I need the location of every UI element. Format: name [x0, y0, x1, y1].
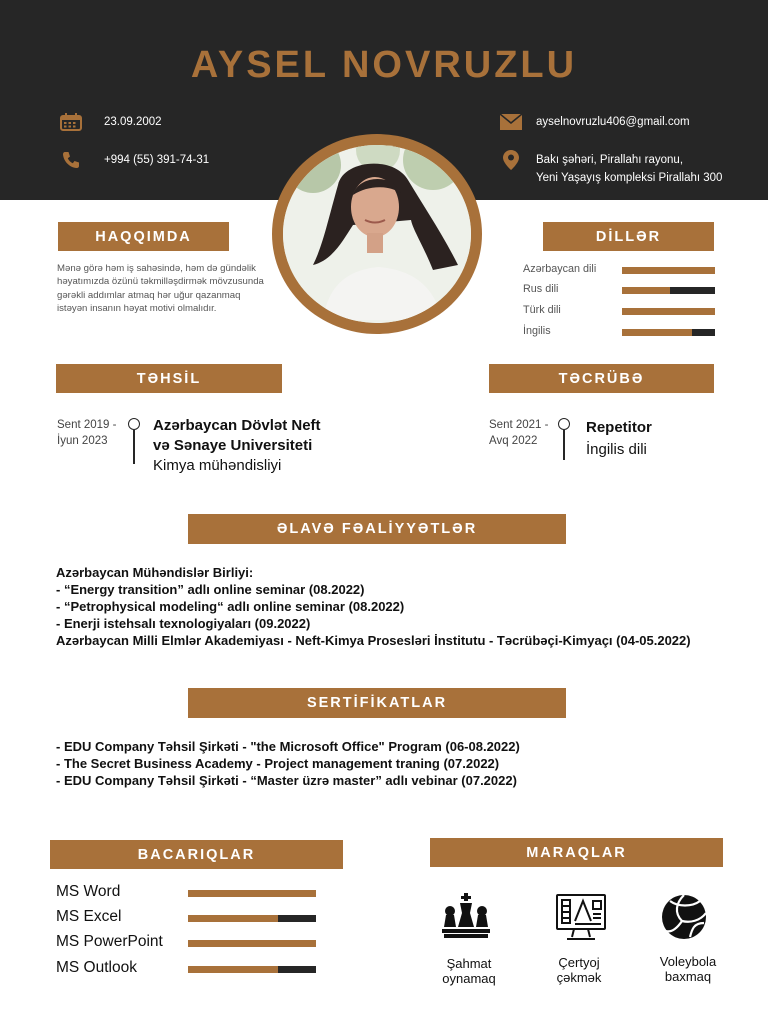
certificate-line: - EDU Company Təhsil Şirkəti - "the Microsoft Office" Program (06-08.2022)	[56, 739, 520, 754]
language-label: İngilis	[523, 325, 551, 337]
certificate-line: - The Secret Business Academy - Project management traning (07.2022)	[56, 756, 500, 771]
education-field: Kimya mühəndisliyi	[153, 457, 282, 474]
skill-level-bar	[188, 915, 316, 922]
skill-level-fill	[188, 890, 316, 897]
school-line-1: Azərbaycan Dövlət Neft	[153, 417, 321, 434]
hobby-line-1: Voleybola	[659, 954, 717, 969]
drafting-monitor-icon	[555, 893, 607, 948]
chess-pieces-icon	[441, 893, 491, 944]
skill-level-fill	[188, 915, 278, 922]
experience-heading: TƏCRÜBƏ	[489, 364, 714, 393]
education-date-end: İyun 2023	[57, 435, 108, 447]
experience-date-end: Avq 2022	[489, 435, 538, 447]
language-label: Azərbaycan dili	[523, 263, 597, 275]
email	[500, 113, 690, 131]
timeline-dot	[128, 418, 140, 430]
activity-line: - “Energy transition” adlı online seminar (08.2022)	[56, 582, 365, 597]
activities-list	[56, 564, 756, 649]
hobby-line-2: çəkmək	[556, 970, 602, 985]
hobbies-heading: MARAQLAR	[430, 838, 723, 867]
address-line-1: Bakı şəhəri, Pirallahı rayonu,	[536, 154, 684, 166]
certificates-heading: SERTİFİKATLAR	[188, 688, 566, 718]
education-date-start: Sent 2019 -	[57, 419, 117, 431]
email-text: ayselnovruzlu406@gmail.com	[536, 116, 690, 128]
timeline-line	[563, 430, 565, 460]
language-item	[523, 304, 715, 318]
language-item	[523, 325, 715, 339]
phone	[60, 151, 209, 169]
skill-level-fill	[188, 966, 278, 973]
certificate-line: - EDU Company Təhsil Şirkəti - “Master üzrə master” adlı vebinar (07.2022)	[56, 773, 517, 788]
language-level-bar	[622, 308, 715, 315]
hobby-volleyball	[636, 954, 740, 984]
school-line-2: və Sənaye Universiteti	[153, 437, 313, 454]
skill-level-bar	[188, 890, 316, 897]
phone-text: +994 (55) 391-74-31	[104, 154, 210, 166]
language-level-bar	[622, 287, 715, 294]
phone-icon	[60, 151, 82, 169]
skills-heading: BACARIQLAR	[50, 840, 343, 869]
experience-subject: İngilis dili	[586, 441, 647, 458]
skill-label: MS Excel	[56, 908, 122, 925]
hobby-drawing	[528, 955, 630, 985]
language-level-fill	[622, 267, 715, 274]
hobby-line-2: oynamaq	[442, 971, 496, 986]
activities-heading: ƏLAVƏ FƏALİYYƏTLƏR	[188, 514, 566, 544]
about-heading: HAQQIMDA	[58, 222, 229, 251]
languages-heading: DİLLƏR	[543, 222, 714, 251]
hobby-line-1: Şahmat	[446, 956, 492, 971]
hobby-line-1: Çertyoj	[558, 955, 600, 970]
address-line-2: Yeni Yaşayış kompleksi Pirallahı 300	[536, 172, 723, 184]
activity-line: Azərbaycan Mühəndislər Birliyi:	[56, 565, 254, 580]
hobby-line-2: baxmaq	[664, 969, 712, 984]
calendar-icon	[60, 113, 82, 131]
language-label: Rus dili	[523, 283, 559, 295]
activity-line: Azərbaycan Milli Elmlər Akademiyası - Neft-Kimya Prosesləri İnstitutu - Təcrübəçi-Kimyaçı (04-05.2022)	[56, 633, 691, 648]
address	[500, 151, 722, 187]
hobby-chess	[418, 956, 520, 986]
experience-dates	[489, 417, 548, 449]
birth-date-text: 23.09.2002	[104, 116, 162, 128]
language-item	[523, 263, 715, 277]
about-text: Mənə görə həm iş sahəsində, həm də gündəlik həyatımızda özünü təkmilləşdirmək mövzusunda gərəkli addımlar atmaq hər uğur qazanmaq istəyən insanın həyat motivi olmalıdır.	[57, 263, 264, 314]
skill-item	[56, 883, 316, 903]
language-level-fill	[622, 287, 670, 294]
timeline-line	[133, 430, 135, 464]
language-level-fill	[622, 329, 692, 336]
envelope-icon	[500, 113, 522, 131]
skill-label: MS Outlook	[56, 959, 137, 976]
skill-level-bar	[188, 966, 316, 973]
skill-item	[56, 959, 316, 979]
volleyball-icon	[660, 893, 708, 946]
skill-level-fill	[188, 940, 316, 947]
activity-line: - Enerji istehsalı texnologiyaları (09.2022)	[56, 616, 311, 631]
language-label: Türk dili	[523, 304, 561, 316]
timeline-dot	[558, 418, 570, 430]
education-dates	[57, 417, 116, 449]
skill-item	[56, 933, 316, 953]
language-level-bar	[622, 329, 715, 336]
skill-level-bar	[188, 940, 316, 947]
address-text	[536, 151, 722, 187]
activity-line: - “Petrophysical modeling“ adlı online seminar (08.2022)	[56, 599, 405, 614]
skill-item	[56, 908, 316, 928]
location-pin-icon	[500, 151, 522, 169]
experience-date-start: Sent 2021 -	[489, 419, 549, 431]
birth-date	[60, 113, 162, 131]
experience-role: Repetitor	[586, 419, 652, 436]
language-level-fill	[622, 308, 715, 315]
certificates-list	[56, 738, 756, 789]
language-level-bar	[622, 267, 715, 274]
language-item	[523, 283, 715, 297]
education-school	[153, 416, 321, 456]
person-name: AYSEL NOVRUZLU	[190, 44, 578, 86]
education-heading: TƏHSİL	[56, 364, 282, 393]
skill-label: MS Word	[56, 883, 121, 900]
profile-photo	[283, 145, 471, 323]
skill-label: MS PowerPoint	[56, 933, 163, 950]
